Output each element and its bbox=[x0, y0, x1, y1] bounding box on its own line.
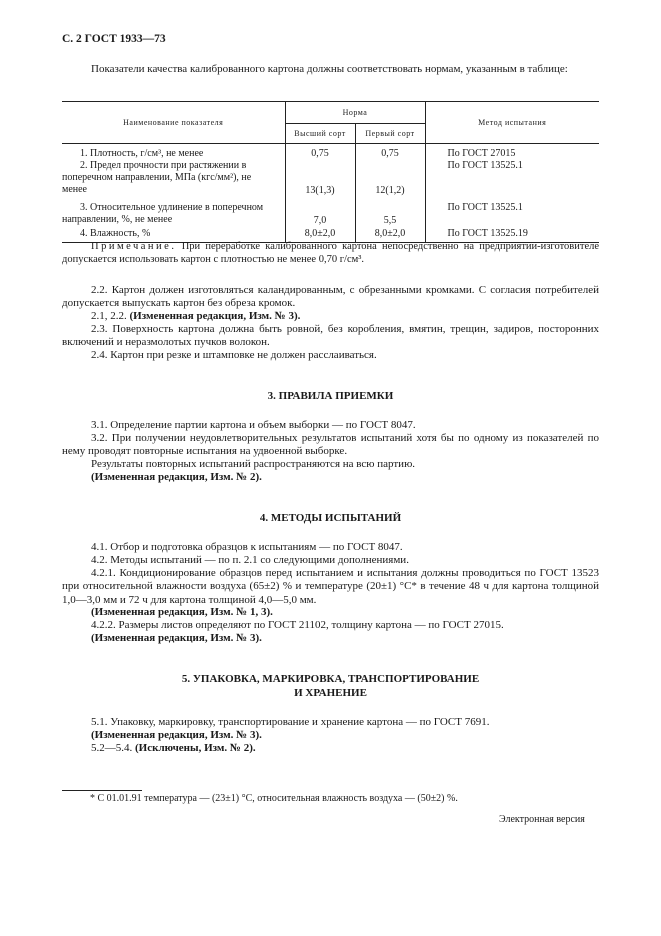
row-top: 0,75 bbox=[285, 144, 355, 161]
clause-5-2-5-4 bbox=[62, 742, 599, 755]
row-first: 12(1,2) bbox=[355, 160, 425, 196]
section-5-heading-line2: И ХРАНЕНИЕ bbox=[294, 687, 367, 699]
section-5-heading bbox=[62, 672, 599, 700]
clause-4-2-2: 4.2.2. Размеры листов определяют по ГОСТ 21102, толщину картона — по ГОСТ 27015. bbox=[91, 619, 504, 631]
col-header-top-grade: Высший сорт bbox=[285, 124, 355, 144]
row-first: 0,75 bbox=[355, 144, 425, 161]
clause-3-2-results: Результаты повторных испытаний распространяются на всю партию. bbox=[91, 458, 416, 470]
table-note bbox=[62, 240, 599, 267]
section-4-heading: 4. МЕТОДЫ ИСПЫТАНИЙ bbox=[259, 512, 402, 524]
intro-paragraph: Показатели качества калиброванного картона должны соответствовать нормам, указанным в таблице: bbox=[91, 63, 568, 75]
clause-4-1: 4.1. Отбор и подготовка образцов к испытаниям — по ГОСТ 8047. bbox=[91, 541, 403, 553]
section-3-heading: 3. ПРАВИЛА ПРИЕМКИ bbox=[267, 390, 394, 402]
row-name: 3. Относительное удлинение в поперечном направлении, %, не менее bbox=[62, 202, 264, 225]
note-label: Примечание. bbox=[91, 241, 177, 252]
row-top: 13(1,3) bbox=[285, 160, 355, 196]
row-method: По ГОСТ 27015 bbox=[425, 144, 599, 161]
row-method: По ГОСТ 13525.19 bbox=[425, 226, 599, 242]
col-header-first-grade: Первый сорт bbox=[355, 124, 425, 144]
clause-4-2-1: 4.2.1. Кондиционирование образцов перед испытанием и испытания должны проводиться по ГОСТ 13523 при относительной влажности воздуха (65±2) % и температуре (20±1) °С* в течение 48 ч для картона толщиной 1,0—3,0 мм и 72 ч для картона толщиной 4,0—5,0 мм. bbox=[62, 567, 599, 606]
row-top: 8,0±2,0 bbox=[285, 226, 355, 242]
clause-5-1: 5.1. Упаковку, маркировку, транспортирование и хранение картона — по ГОСТ 7691. bbox=[91, 716, 490, 728]
row-name: 1. Плотность, г/см³, не менее bbox=[80, 148, 204, 159]
row-method: По ГОСТ 13525.1 bbox=[425, 196, 599, 226]
clause-4-2-2-amendment: (Измененная редакция, Изм. № 3). bbox=[91, 632, 262, 644]
amendment-text: (Измененная редакция, Изм. № 3). bbox=[129, 310, 301, 322]
col-header-norm: Норма bbox=[285, 102, 425, 124]
clause-2-2: 2.2. Картон должен изготовляться каландированным, с обрезанными кромками. С согласия потребителей допускается выпускать картон без обреза кромок. bbox=[62, 284, 599, 310]
clause-4-2-1-amendment: (Измененная редакция, Изм. № 1, 3). bbox=[91, 606, 273, 618]
table-row bbox=[62, 144, 599, 161]
col-header-method: Метод испытания bbox=[425, 102, 599, 144]
table-row bbox=[62, 196, 599, 226]
quality-table bbox=[62, 101, 599, 243]
clause-3-2: 3.2. При получении неудовлетворительных результатов испытаний хотя бы по одному из показателей по нему проводят повторные испытания на удвоенной выборке. bbox=[62, 432, 599, 458]
col-header-name: Наименование показателя bbox=[62, 102, 285, 144]
row-first: 8,0±2,0 bbox=[355, 226, 425, 242]
footnote-divider bbox=[62, 790, 142, 791]
clause-3-amendment: (Измененная редакция, Изм. № 2). bbox=[91, 471, 262, 483]
row-method: По ГОСТ 13525.1 bbox=[425, 160, 599, 196]
clause-3-1: 3.1. Определение партии картона и объем выборки — по ГОСТ 8047. bbox=[91, 419, 416, 431]
clause-2-1-2-2-amendment bbox=[62, 310, 599, 323]
excluded-text: (Исключены, Изм. № 2). bbox=[135, 742, 256, 754]
clause-2-3: 2.3. Поверхность картона должна быть ровной, без коробления, вмятин, трещин, задиров, посторонних включений и неразмолотых пучков волокон. bbox=[62, 323, 599, 349]
row-name: 4. Влажность, % bbox=[62, 226, 285, 242]
amendment-ref: 2.1, 2.2. bbox=[91, 310, 127, 322]
section-5-heading-line1: 5. УПАКОВКА, МАРКИРОВКА, ТРАНСПОРТИРОВАНИЕ bbox=[181, 673, 480, 685]
table-row bbox=[62, 160, 599, 196]
row-name: 2. Предел прочности при растяжении в поперечном направлении, МПа (кгс/мм²), не менее bbox=[62, 160, 252, 195]
clause-2-4: 2.4. Картон при резке и штамповке не должен расслаиваться. bbox=[91, 349, 377, 361]
row-first: 5,5 bbox=[355, 196, 425, 226]
excluded-ref: 5.2—5.4. bbox=[91, 742, 133, 754]
footnote: * С 01.01.91 температура — (23±1) °С, относительная влажность воздуха — (50±2) %. bbox=[90, 793, 458, 804]
page-header: С. 2 ГОСТ 1933—73 bbox=[62, 33, 166, 45]
note-text: При переработке калиброванного картона непосредственно на предприятии-изготовителе допускается использовать картон с плотностью не менее 0,70 г/см³. bbox=[62, 241, 600, 266]
row-top: 7,0 bbox=[285, 196, 355, 226]
electronic-version-label: Электронная версия bbox=[499, 814, 585, 825]
clause-5-1-amendment: (Измененная редакция, Изм. № 3). bbox=[91, 729, 262, 741]
clause-4-2: 4.2. Методы испытаний — по п. 2.1 со следующими дополнениями. bbox=[91, 554, 409, 566]
